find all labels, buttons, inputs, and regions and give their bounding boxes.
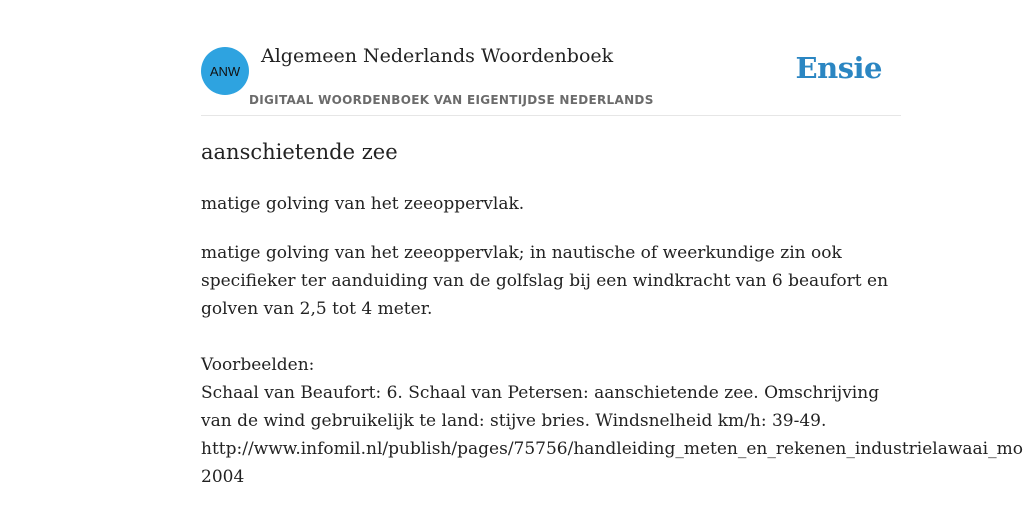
site-header <box>201 40 901 116</box>
anw-logo-mark <box>205 61 245 81</box>
svg-text:ANW: ANW <box>209 64 241 79</box>
example-line: 2004 <box>201 467 245 487</box>
definition-line: golven van 2,5 tot 4 meter. <box>201 299 433 319</box>
example-line: Schaal van Beaufort: 6. Schaal van Petersen: aanschietende zee. Omschrijving <box>201 383 880 403</box>
site-subtitle: DIGITAAL WOORDENBOEK VAN EIGENTIJDSE NEDERLANDS <box>249 93 654 107</box>
site-title[interactable]: Algemeen Nederlands Woordenboek <box>261 45 614 67</box>
definition-line: matige golving van het zeeoppervlak; in nautische of weerkundige zin ook <box>201 243 842 263</box>
paragraph-spacer <box>201 323 1024 351</box>
example-source-url[interactable]: http://www.infomil.nl/publish/pages/75756/handleiding_meten_en_rekenen_industrielawaai_mo <box>201 439 1023 459</box>
entry-term: aanschietende zee <box>201 140 398 164</box>
examples-label: Voorbeelden: <box>201 355 315 375</box>
anw-logo[interactable] <box>201 47 249 95</box>
ensie-brand-link[interactable]: Ensie <box>795 51 882 85</box>
definition-line: specifieker ter aanduiding van de golfslag bij een windkracht van 6 beaufort en <box>201 271 889 291</box>
example-line: van de wind gebruikelijk te land: stijve bries. Windsnelheid km/h: 39-49. <box>201 411 827 431</box>
definition-body <box>201 239 1024 491</box>
short-definition: matige golving van het zeeoppervlak. <box>201 194 525 214</box>
